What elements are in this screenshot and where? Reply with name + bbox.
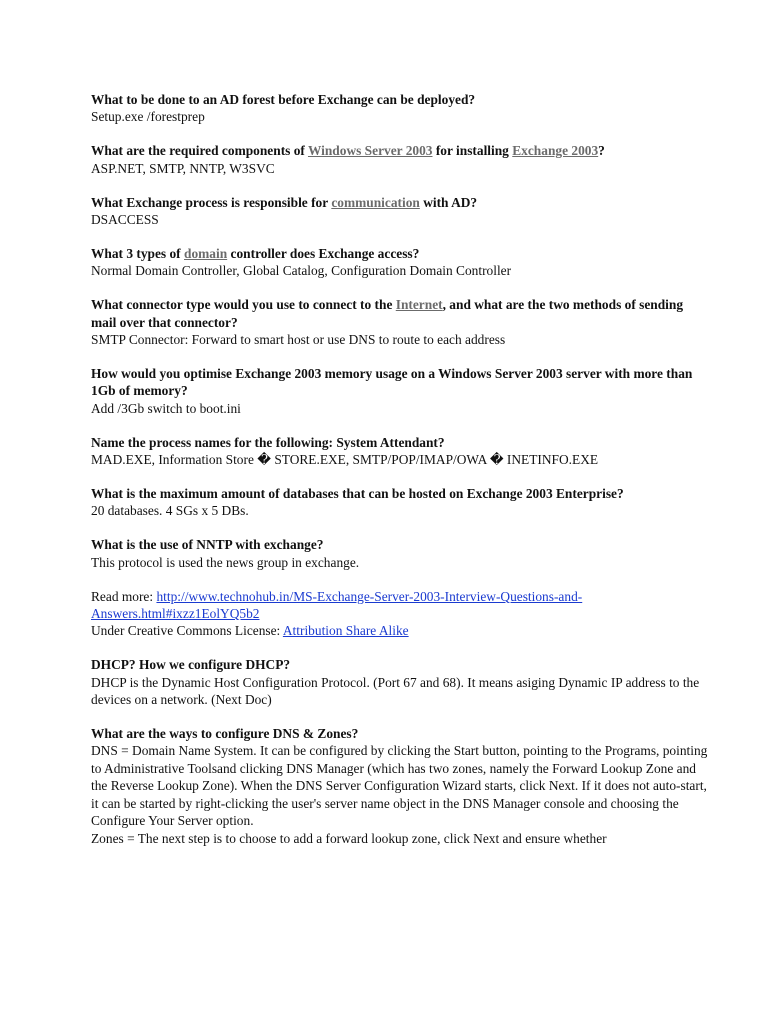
question-text: controller does Exchange access? xyxy=(227,245,420,261)
question-text: , and what are the two methods of sending mail over that connector? xyxy=(91,297,684,330)
read-more-link[interactable]: http://www.technohub.in/MS-Exchange-Server-2003-Interview-Questions-and-Answers.html#ixzz1EolYQ5b2 xyxy=(91,588,583,622)
answer: DNS = Domain Name System. It can be configured by clicking the Start button, pointing to the Programs, pointing to Administrative Toolsand clicking DNS Manager (which has two zones, namely the Forward Lookup Zone and the Reverse Lookup Zone). When the DNS Server Configuration Wizard starts, click Next. If it does not auto-start, it can be started by right-clicking the user's server name object in the DNS Manager console and choosing the Configure Your Server option. xyxy=(91,743,708,829)
question-text: What connector type would you use to connect to the xyxy=(91,297,396,313)
qa-item xyxy=(91,245,708,280)
keyword-link-communication[interactable]: communication xyxy=(331,194,420,210)
question-text: What Exchange process is responsible for xyxy=(91,194,332,210)
qa-item xyxy=(91,656,708,708)
keyword-link-windows-server[interactable]: Windows Server 2003 xyxy=(307,143,433,159)
question xyxy=(91,142,708,159)
qa-item xyxy=(91,296,708,348)
answer: DSACCESS xyxy=(91,212,159,228)
question: What is the maximum amount of databases that can be hosted on Exchange 2003 Enterprise? xyxy=(91,486,624,501)
question: DHCP? How we configure DHCP? xyxy=(91,657,291,673)
question: Name the process names for the following: System Attendant? xyxy=(91,434,445,450)
qa-item xyxy=(91,536,708,571)
read-more-line xyxy=(91,588,708,623)
question: What to be done to an AD forest before Exchange can be deployed? xyxy=(91,92,476,107)
qa-item xyxy=(91,142,708,177)
qa-item xyxy=(91,365,708,417)
answer-continued: Zones = The next step is to choose to add a forward lookup zone, click Next and ensure whether xyxy=(91,830,607,846)
keyword-link-internet[interactable]: Internet xyxy=(395,297,443,313)
license-line xyxy=(91,622,708,639)
question-text: for installing xyxy=(432,143,513,159)
question-text: What are the required components of xyxy=(91,143,308,159)
license-link[interactable]: Attribution Share Alike xyxy=(282,623,409,639)
answer: Setup.exe /forestprep xyxy=(91,109,205,125)
question: What is the use of NNTP with exchange? xyxy=(91,537,324,553)
read-more-block xyxy=(91,588,708,640)
answer: SMTP Connector: Forward to smart host or use DNS to route to each address xyxy=(91,332,506,348)
answer: Add /3Gb switch to boot.ini xyxy=(91,400,241,416)
question xyxy=(91,245,708,262)
qa-item xyxy=(91,91,708,126)
keyword-link-exchange[interactable]: Exchange 2003 xyxy=(512,143,599,159)
answer: This protocol is used the news group in exchange. xyxy=(91,554,360,570)
qa-item xyxy=(91,434,708,469)
answer: ASP.NET, SMTP, NNTP, W3SVC xyxy=(91,160,275,176)
question-text: ? xyxy=(598,143,605,159)
qa-item xyxy=(91,194,708,229)
question xyxy=(91,194,708,211)
question: What are the ways to configure DNS & Zones? xyxy=(91,726,359,742)
answer: MAD.EXE, Information Store � STORE.EXE, SMTP/POP/IMAP/OWA � INETINFO.EXE xyxy=(91,452,599,468)
question xyxy=(91,296,708,331)
question-text: with AD? xyxy=(419,194,478,210)
answer: DHCP is the Dynamic Host Configuration Protocol. (Port 67 and 68). It means asiging Dynamic IP address to the devices on a network. (Next Doc) xyxy=(91,674,700,708)
keyword-link-domain[interactable]: domain xyxy=(184,245,228,261)
answer: Normal Domain Controller, Global Catalog, Configuration Domain Controller xyxy=(91,263,512,279)
answer: 20 databases. 4 SGs x 5 DBs. xyxy=(91,503,249,519)
qa-item xyxy=(91,485,708,520)
qa-item xyxy=(91,725,708,847)
license-label: Under Creative Commons License: xyxy=(91,623,283,639)
question: How would you optimise Exchange 2003 memory usage on a Windows Server 2003 server with more than 1Gb of memory? xyxy=(91,365,693,399)
question-text: What 3 types of xyxy=(91,245,184,261)
read-more-label: Read more: xyxy=(91,588,157,604)
